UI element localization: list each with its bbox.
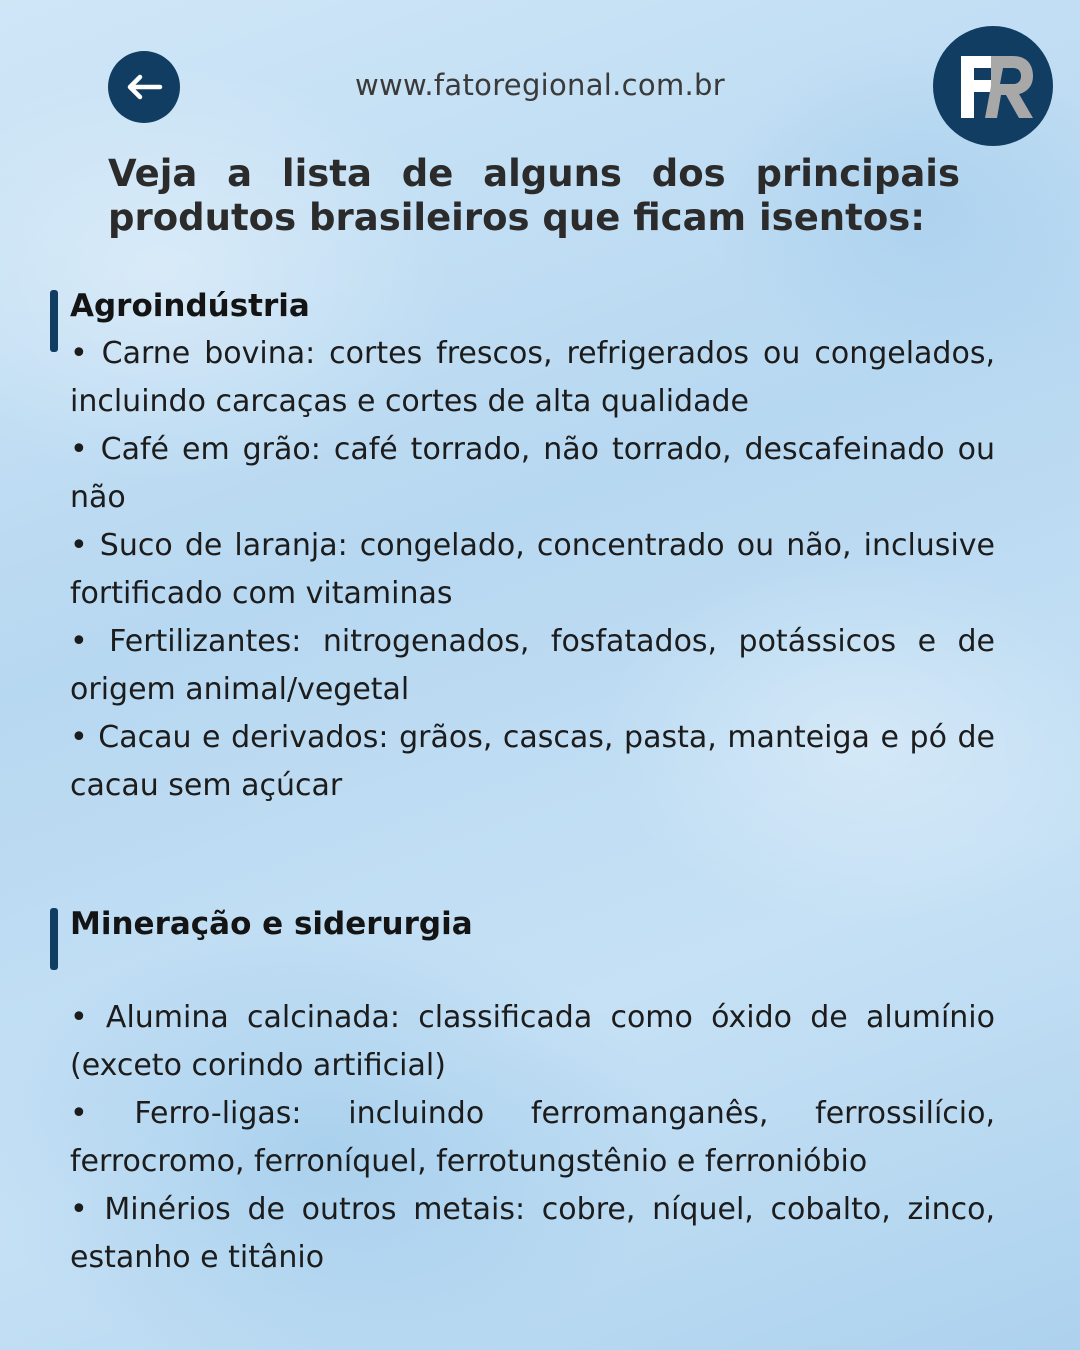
section-mineracao bbox=[50, 900, 995, 1300]
list-item: • Suco de laranja: congelado, concentrado ou não, inclusive fortificado com vitaminas bbox=[70, 528, 995, 611]
list-item: • Cacau e derivados: grãos, cascas, pasta, manteiga e pó de cacau sem açúcar bbox=[70, 720, 995, 803]
list-item: • Fertilizantes: nitrogenados, fosfatados, potássicos e de origem animal/vegetal bbox=[70, 624, 995, 707]
headline: Veja a lista de alguns dos principais produtos brasileiros que ficam isentos: bbox=[108, 152, 960, 239]
item-list bbox=[70, 994, 995, 1282]
section-title: Agroindústria bbox=[70, 288, 310, 324]
list-item: • Carne bovina: cortes frescos, refrigerados ou congelados, incluindo carcaças e cortes de alta qualidade bbox=[70, 336, 995, 419]
list-item: • Café em grão: café torrado, não torrado, descafeinado ou não bbox=[70, 432, 995, 515]
list-item: • Alumina calcinada: classificada como óxido de alumínio (exceto corindo artificial) bbox=[70, 1000, 995, 1083]
section-marker bbox=[50, 290, 58, 352]
fr-logo-icon bbox=[933, 26, 1053, 146]
list-item: • Minérios de outros metais: cobre, níquel, cobalto, zinco, estanho e titânio bbox=[70, 1192, 995, 1275]
section-title: Mineração e siderurgia bbox=[70, 906, 473, 942]
site-url[interactable]: www.fatoregional.com.br bbox=[355, 68, 725, 102]
list-item: • Ferro-ligas: incluindo ferromanganês, ferrossilício, ferrocromo, ferroníquel, ferrotungstênio e ferroniόbio bbox=[70, 1096, 995, 1179]
brand-logo bbox=[933, 26, 1053, 146]
item-list bbox=[70, 330, 995, 810]
section-marker bbox=[50, 908, 58, 970]
section-agroindustria bbox=[50, 282, 995, 842]
